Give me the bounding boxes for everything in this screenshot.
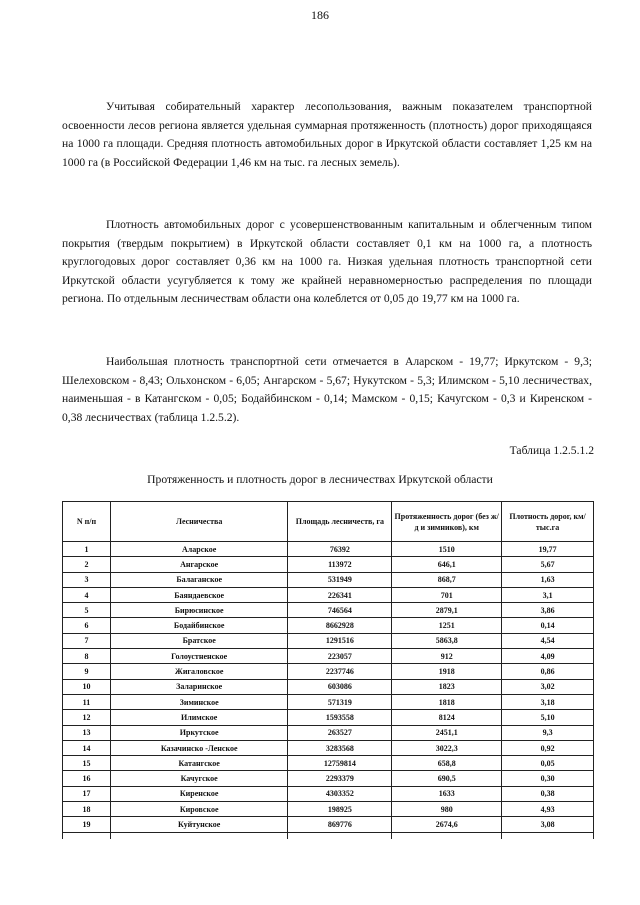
header-road-length: Протяженность дорог (без ж/д и зимников), км: [392, 502, 502, 542]
forestry-name-cell: Кировское: [110, 802, 288, 817]
density-cell: 0,38: [502, 786, 594, 801]
density-cell: 0,86: [502, 664, 594, 679]
empty-cell: [502, 832, 594, 839]
row-number-cell: 3: [63, 572, 111, 587]
table-row: [63, 802, 594, 817]
row-number-cell: 14: [63, 740, 111, 755]
table-row: [63, 618, 594, 633]
row-number-cell: 1: [63, 542, 111, 557]
area-cell: 113972: [288, 557, 392, 572]
forestry-name-cell: Балаганское: [110, 572, 288, 587]
table-title: Протяженность и плотность дорог в лесничествах Иркутской области: [147, 473, 493, 486]
area-cell: 869776: [288, 817, 392, 832]
area-cell: 263527: [288, 725, 392, 740]
row-number-cell: 18: [63, 802, 111, 817]
area-cell: 8662928: [288, 618, 392, 633]
paragraph-3: Наибольшая плотность транспортной сети отмечается в Аларском - 19,77; Иркутском - 9,3; Шелеховском - 8,43; Ольхонском - 6,05; Ангарском - 5,67; Нукутском - 5,3; Илимском - 5,10 лесничествах, наименьшая - в Катангском - 0,05; Бодайбинском - 0,14; Мамском - 0,15; Качугском - 0,3 и Киренском - 0,38 лесничествах (таблица 1.2.5.2).: [62, 355, 592, 424]
road-length-cell: 980: [392, 802, 502, 817]
table-row: [63, 572, 594, 587]
row-number-cell: 5: [63, 603, 111, 618]
area-cell: 571319: [288, 694, 392, 709]
road-length-cell: 912: [392, 649, 502, 664]
forestry-name-cell: Бодайбинское: [110, 618, 288, 633]
density-cell: 5,67: [502, 557, 594, 572]
header-number: N п/п: [63, 502, 111, 542]
road-length-cell: 2879,1: [392, 603, 502, 618]
table-row: [63, 587, 594, 602]
table-row: [63, 771, 594, 786]
forestry-name-cell: Катангское: [110, 756, 288, 771]
forestry-name-cell: Казачинско -Ленское: [110, 740, 288, 755]
density-cell: 0,14: [502, 618, 594, 633]
density-cell: 0,05: [502, 756, 594, 771]
density-cell: 19,77: [502, 542, 594, 557]
area-cell: 2293379: [288, 771, 392, 786]
header-forestry: Лесничества: [110, 502, 288, 542]
forestry-name-cell: Ангарское: [110, 557, 288, 572]
area-cell: 3283568: [288, 740, 392, 755]
road-length-cell: 8124: [392, 710, 502, 725]
table-row: [63, 679, 594, 694]
row-number-cell: 10: [63, 679, 111, 694]
table-row: [63, 756, 594, 771]
table-row: [63, 817, 594, 832]
area-cell: 531949: [288, 572, 392, 587]
density-cell: 4,09: [502, 649, 594, 664]
row-number-cell: 8: [63, 649, 111, 664]
road-length-cell: 2674,6: [392, 817, 502, 832]
table-row: [63, 664, 594, 679]
area-cell: 223057: [288, 649, 392, 664]
header-area: Площадь лесничеств, га: [288, 502, 392, 542]
row-number-cell: 2: [63, 557, 111, 572]
road-length-cell: 3022,3: [392, 740, 502, 755]
table-row: [63, 603, 594, 618]
road-length-cell: 1823: [392, 679, 502, 694]
empty-cell: [63, 832, 111, 839]
road-length-cell: 1510: [392, 542, 502, 557]
row-number-cell: 16: [63, 771, 111, 786]
table-row: [63, 710, 594, 725]
road-length-cell: 1818: [392, 694, 502, 709]
area-cell: 1593558: [288, 710, 392, 725]
forestry-name-cell: Куйтунское: [110, 817, 288, 832]
row-number-cell: 4: [63, 587, 111, 602]
table-row: [63, 740, 594, 755]
density-cell: 5,10: [502, 710, 594, 725]
density-cell: 3,86: [502, 603, 594, 618]
road-length-cell: 5863,8: [392, 633, 502, 648]
road-length-cell: 868,7: [392, 572, 502, 587]
row-number-cell: 13: [63, 725, 111, 740]
table-header-row: [63, 502, 594, 542]
density-cell: 3,18: [502, 694, 594, 709]
density-cell: 3,1: [502, 587, 594, 602]
road-length-cell: 690,5: [392, 771, 502, 786]
paragraph-1: Учитывая собирательный характер лесопользования, важным показателем транспортной освоенности лесов региона является удельная суммарная протяженность (плотность) дорог приходящаяся на 1000 га площади. Средняя плотность автомобильных дорог в Иркутской области составляет 1,25 км на 1000 га (в Российской Федерации 1,46 км на тыс. га лесных земель).: [62, 100, 592, 169]
road-length-cell: 1633: [392, 786, 502, 801]
road-length-cell: 2451,1: [392, 725, 502, 740]
row-number-cell: 19: [63, 817, 111, 832]
empty-cell: [110, 832, 288, 839]
row-number-cell: 9: [63, 664, 111, 679]
density-cell: 9,3: [502, 725, 594, 740]
page-number: 186: [311, 8, 329, 22]
area-cell: 198925: [288, 802, 392, 817]
forestry-name-cell: Голоустненское: [110, 649, 288, 664]
table-row: [63, 725, 594, 740]
density-cell: 4,54: [502, 633, 594, 648]
road-length-cell: 701: [392, 587, 502, 602]
roads-table: [62, 501, 594, 839]
header-density: Плотность дорог, км/тыс.га: [502, 502, 594, 542]
table-row: [63, 542, 594, 557]
area-cell: 76392: [288, 542, 392, 557]
table-row: [63, 649, 594, 664]
row-number-cell: 12: [63, 710, 111, 725]
forestry-name-cell: Заларинское: [110, 679, 288, 694]
row-number-cell: 11: [63, 694, 111, 709]
forestry-name-cell: Качугское: [110, 771, 288, 786]
forestry-name-cell: Бирюсинское: [110, 603, 288, 618]
forestry-name-cell: Илимское: [110, 710, 288, 725]
road-length-cell: 646,1: [392, 557, 502, 572]
road-length-cell: 1251: [392, 618, 502, 633]
area-cell: 12759814: [288, 756, 392, 771]
density-cell: 4,93: [502, 802, 594, 817]
density-cell: 3,02: [502, 679, 594, 694]
forestry-name-cell: Баяндаевское: [110, 587, 288, 602]
row-number-cell: 7: [63, 633, 111, 648]
row-number-cell: 15: [63, 756, 111, 771]
road-length-cell: 1918: [392, 664, 502, 679]
forestry-name-cell: Иркутское: [110, 725, 288, 740]
area-cell: 603086: [288, 679, 392, 694]
forestry-name-cell: Киренское: [110, 786, 288, 801]
forestry-name-cell: Братское: [110, 633, 288, 648]
table-row: [63, 786, 594, 801]
forestry-name-cell: Жигаловское: [110, 664, 288, 679]
area-cell: 1291516: [288, 633, 392, 648]
density-cell: 0,92: [502, 740, 594, 755]
table-caption: Таблица 1.2.5.1.2: [509, 444, 594, 457]
row-number-cell: 17: [63, 786, 111, 801]
area-cell: 2237746: [288, 664, 392, 679]
row-number-cell: 6: [63, 618, 111, 633]
empty-cell: [392, 832, 502, 839]
table-row: [63, 694, 594, 709]
table-row: [63, 633, 594, 648]
area-cell: 746564: [288, 603, 392, 618]
forestry-name-cell: Аларское: [110, 542, 288, 557]
paragraph-2: Плотность автомобильных дорог с усовершенствованным капитальным и облегченным типом покрытия (твердым покрытием) в Иркутской области составляет 0,1 км на 1000 га, а плотность круглогодовых дорог составляет 0,36 км на 1000 га. Низкая удельная плотность транспортной сети Иркутской области усугубляется к тому же крайней неравномерностью распределения по площади региона. По отдельным лесничествам области она колеблется от 0,05 до 19,77 км на 1000 га.: [62, 218, 592, 306]
density-cell: 1,63: [502, 572, 594, 587]
table-continuation-row: [63, 832, 594, 839]
empty-cell: [288, 832, 392, 839]
table-body: [63, 542, 594, 839]
forestry-name-cell: Зиминское: [110, 694, 288, 709]
density-cell: 0,30: [502, 771, 594, 786]
road-length-cell: 658,8: [392, 756, 502, 771]
area-cell: 4303352: [288, 786, 392, 801]
density-cell: 3,08: [502, 817, 594, 832]
table-row: [63, 557, 594, 572]
area-cell: 226341: [288, 587, 392, 602]
